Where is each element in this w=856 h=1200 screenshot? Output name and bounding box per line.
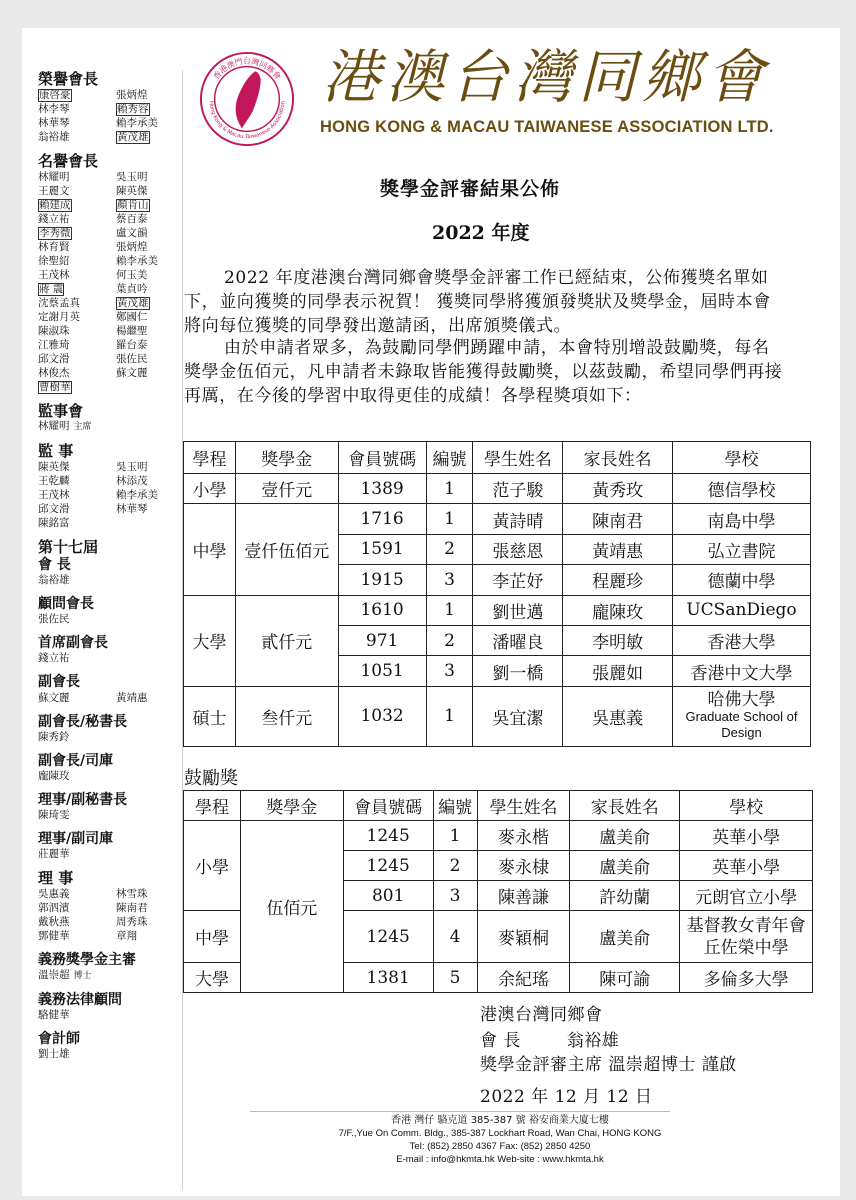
member-number-cell: 801 [343,881,433,911]
member-name: 莊麗華 [38,848,70,860]
member-name: 葉貞吟 [116,283,148,295]
sidebar-name-cell [38,901,116,915]
sidebar-section-advisor [38,595,176,626]
column-header: 學生姓名 [477,791,570,821]
sidebar-section-title: 榮譽會長 [38,70,99,88]
member-name: 章翔 [116,930,137,942]
member-name: 周秀珠 [116,916,148,928]
association-logo-icon [198,50,296,148]
sidebar-name-grid [38,691,176,705]
parent-name-cell: 張麗如 [563,656,673,686]
sidebar-name-cell [38,130,116,144]
amount-cell: 壹仟元 [235,474,338,504]
parent-name-cell: 李明敏 [563,625,673,655]
sidebar-name-cell [116,502,178,516]
column-header: 獎學金 [240,791,343,821]
member-name: 賴李承美 [116,255,158,267]
member-name: 林雪珠 [116,888,148,900]
sidebar-name-cell [38,296,116,310]
member-name: 林華琴 [38,117,70,129]
table-row [184,504,811,534]
sidebar-name-cell [116,212,178,226]
member-name: 張炳煌 [116,241,148,253]
sidebar-name-cell [38,691,116,705]
school-cell: 英華小學 [680,821,813,851]
sidebar-name-cell [116,198,178,212]
column-header: 會員號碼 [343,791,433,821]
student-name-cell: 麥永楷 [477,821,570,851]
member-name: 陳英傑 [38,461,70,473]
sidebar-section-title: 副會長/司庫 [38,753,114,769]
sidebar-name-grid [38,170,176,394]
signature-chair: 獎學金評審主席 溫崇超博士 謹啟 [480,1055,737,1075]
sidebar-name-cell [116,240,178,254]
member-name: 王茂林 [38,489,70,501]
member-name: 羅台泰 [116,339,148,351]
scholarship-chair-line [38,969,176,983]
rank-cell: 2 [426,534,473,564]
sidebar-name-cell [116,338,178,352]
parent-name-cell: 陳可諭 [570,963,680,993]
member-role: 博士 [73,971,92,981]
rank-cell: 4 [433,911,477,963]
member-name: 賴李承美 [116,117,158,129]
school-name-en: Graduate School of Design [685,709,798,741]
member-number-cell: 1381 [343,963,433,993]
sidebar-name-cell [38,102,116,116]
sidebar-name-cell [38,240,116,254]
sidebar-section-accountant [38,1030,176,1061]
student-name-cell: 劉世邁 [473,595,563,625]
rank-cell: 1 [426,686,473,746]
sidebar-name-cell [38,929,116,943]
sidebar-name-grid [38,887,176,943]
member-name: 江雅琦 [38,339,70,351]
sidebar-name-cell [38,88,116,102]
member-name: 吳玉明 [116,461,148,473]
member-name: 陳英傑 [116,185,148,197]
sidebar-section-title: 會計師 [38,1031,80,1047]
sidebar-section-supervisor_chief [38,402,176,434]
member-name: 黃茂雄 [117,297,149,309]
sidebar-name-cell [38,516,116,530]
member-role: 主席 [73,422,92,432]
member-number-cell: 1389 [338,474,426,504]
member-name: 曹樹華 [39,381,71,393]
table-row [184,821,813,851]
parent-name-cell: 盧美俞 [570,911,680,963]
signature-president-role: 會 長 [480,1031,521,1051]
column-header: 學校 [673,442,811,474]
column-header: 會員號碼 [338,442,426,474]
school-cell: 元朗官立小學 [680,881,813,911]
sidebar-name-grid [38,460,176,530]
member-name: 鄭國仁 [116,311,148,323]
sidebar-name-cell [116,887,178,901]
document-year: 2022 年度 [432,222,530,244]
student-name-cell: 陳善謙 [477,881,570,911]
sidebar-name-cell [116,102,178,116]
member-name: 張炳煌 [116,89,148,101]
school-cell: 南島中學 [673,504,811,534]
amount-cell: 貳仟元 [235,595,338,686]
footer-phone: Tel: (852) 2850 4367 Fax: (852) 2850 4250 [409,1141,591,1152]
sidebar-name-cell [116,268,178,282]
parent-name-cell: 盧美俞 [570,851,680,881]
sidebar-name-cell [116,226,178,240]
paragraph-encouragement: 由於申請者眾多，為鼓勵同學們踴躍申請，本會特別增設鼓勵獎，每名獎學金伍佰元，凡申請者未錄取皆能獲得鼓勵獎，以茲鼓勵，希望同學們再接再厲，在今後的學習中取得更佳的成績！各學程獎項如下： [184,338,783,406]
level-cell: 中學 [184,911,241,963]
column-header: 家長姓名 [570,791,680,821]
sidebar-section-named_presidents [38,152,176,394]
member-name: 黃靖惠 [116,692,148,704]
parent-name-cell: 程麗珍 [563,565,673,595]
sidebar-name-cell [116,488,178,502]
rank-cell: 1 [433,821,477,851]
sidebar-name-cell [116,352,178,366]
member-name: 戴秋燕 [38,916,70,928]
member-name: 徐聖紹 [38,255,70,267]
member-name: 翁裕雄 [38,131,70,143]
column-header: 學程 [184,442,236,474]
sidebar-name-cell [116,691,178,705]
encouragement-award-title: 鼓勵獎 [184,768,238,789]
sidebar-name-cell [38,184,116,198]
member-name: 康啓豪 [39,89,71,101]
document-title: 獎學金評審結果公佈 [380,178,561,200]
sidebar-name-cell [116,460,178,474]
sidebar-section-vp_secretary [38,713,176,744]
level-cell: 小學 [184,821,241,911]
table-row [184,595,811,625]
table-header-row [184,442,811,474]
encouragement-award-table [183,790,813,993]
footer-divider [250,1111,670,1112]
sidebar-section-directors [38,869,176,943]
sidebar-name-cell [116,915,178,929]
member-name: 賴李承美 [116,489,158,501]
member-number-cell: 1591 [338,534,426,564]
member-name: 賴秀容 [117,103,149,115]
sidebar-name-cell [38,212,116,226]
sidebar-name-cell [116,310,178,324]
sidebar-name-cell [38,915,116,929]
sidebar-section-title: 第十七屆 [38,538,99,556]
sidebar-section-title: 義務法律顧問 [38,992,122,1008]
sidebar-section-vp_treasurer [38,752,176,783]
member-name: 沈蔡孟真 [38,297,80,309]
sidebar-name-cell [116,380,178,394]
amount-cell: 叁仟元 [235,686,338,746]
student-name-cell: 李芷妤 [473,565,563,595]
footer-address-en: 7/F.,Yue On Comm. Bldg., 385-387 Lockhart Road, Wan Chai, HONG KONG [338,1128,662,1139]
rank-cell: 3 [426,656,473,686]
member-name: 吳玉明 [116,171,148,183]
sidebar-name-cell [38,310,116,324]
scholarship-results-table [183,441,811,747]
table-row [184,474,811,504]
member-name: 陳南君 [116,902,148,914]
member-name: 林耀明 [38,420,70,432]
school-cell: 香港中文大學 [673,656,811,686]
member-number-cell: 1245 [343,821,433,851]
column-header: 編號 [433,791,477,821]
member-name: 王麗文 [38,185,70,197]
school-cell: 德蘭中學 [673,565,811,595]
sidebar-name-cell [116,474,178,488]
member-name: 郭泗濱 [38,902,70,914]
sidebar-section-term [38,538,176,587]
sidebar-name-cell [38,338,116,352]
member-name: 陳淑珠 [38,325,70,337]
sidebar-section-supervisors [38,442,176,530]
school-cell: 弘立書院 [673,534,811,564]
sidebar-name-cell [116,116,178,130]
sidebar-name-cell [38,474,116,488]
sidebar-section-title: 監事會 [38,402,84,420]
column-header: 獎學金 [235,442,338,474]
member-name: 錢立祐 [38,213,70,225]
school-cell: 基督教女青年會丘佐榮中學 [680,911,813,963]
sidebar-name-cell [38,352,116,366]
column-header: 家長姓名 [563,442,673,474]
member-number-cell: 971 [338,625,426,655]
rank-cell: 2 [426,625,473,655]
member-name: 王乾麟 [38,475,70,487]
sidebar-name-cell [38,502,116,516]
school-cell: 英華小學 [680,851,813,881]
amount-cell: 壹仟伍佰元 [235,504,338,595]
supervisor-chief-line [38,420,176,434]
member-name: 龐陳玫 [38,770,70,782]
sidebar-section-title: 名譽會長 [38,152,99,170]
student-name-cell: 張慈恩 [473,534,563,564]
parent-name-cell: 黃靖惠 [563,534,673,564]
sidebar-name-cell [116,929,178,943]
member-name: 顏肯山 [117,199,149,211]
sidebar-name-cell [38,324,116,338]
sidebar-section-title: 副會長/秘書長 [38,714,128,730]
member-name: 楊繼聖 [116,325,148,337]
footer-web: E-mail : info@hkmta.hk Web-site : www.hkmta.hk [396,1154,604,1165]
sidebar-name-cell [116,296,178,310]
rank-cell: 1 [426,474,473,504]
member-name: 張佐民 [38,613,70,625]
sidebar-name-cell [116,516,178,530]
sidebar-name-cell [116,282,178,296]
logo-text-en: Hong Kong & Macau Taiwanese Association [207,100,287,141]
sidebar-section-title: 理 事 [38,869,74,887]
student-name-cell: 麥永棣 [477,851,570,881]
parent-name-cell: 吳惠義 [563,686,673,746]
member-number-cell: 1610 [338,595,426,625]
parent-name-cell: 盧美俞 [570,821,680,851]
rank-cell: 1 [426,504,473,534]
sidebar-section-title: 理事/副秘書長 [38,792,128,808]
sidebar-committee-list [38,70,176,1069]
sidebar-name-cell [116,170,178,184]
sidebar-name-cell [38,268,116,282]
member-name: 林李琴 [38,103,70,115]
rank-cell: 2 [433,851,477,881]
member-name: 定謝月英 [38,311,80,323]
rank-cell: 3 [426,565,473,595]
student-name-cell: 麥穎桐 [477,911,570,963]
parent-name-cell: 黃秀玫 [563,474,673,504]
sidebar-name-cell [38,366,116,380]
member-name: 鄧健華 [38,930,70,942]
sidebar-name-cell [38,488,116,502]
footer-contact [180,1114,820,1166]
sidebar-section-legal_advisor [38,991,176,1022]
student-name-cell: 劉一橋 [473,656,563,686]
parent-name-cell: 龐陳玫 [563,595,673,625]
member-name: 吳惠義 [38,888,70,900]
parent-name-cell: 陳南君 [563,504,673,534]
member-name: 張佐民 [116,353,148,365]
student-name-cell: 潘曜良 [473,625,563,655]
sidebar-name-cell [38,198,116,212]
logo-text: 香港澳門台灣同鄉會 [211,56,283,82]
sidebar-name-cell [116,366,178,380]
sidebar-name-cell [38,460,116,474]
school-name: 哈佛大學 [707,690,776,711]
sidebar-name-cell [38,887,116,901]
member-number-cell: 1245 [343,851,433,881]
sidebar-section-chief_vp [38,634,176,665]
member-name: 盧文韻 [116,227,148,239]
member-name: 駱健華 [38,1009,70,1021]
footer-address-zh: 香港 灣仔 駱克道 385-387 號 裕安商業大廈七樓 [391,1115,609,1126]
signature-date: 2022 年 12 月 12 日 [480,1087,653,1107]
student-name-cell: 黃詩晴 [473,504,563,534]
signature-president-name: 翁裕雄 [566,1031,620,1051]
sidebar-section-vp [38,673,176,705]
association-name-zh: 港澳台灣同鄉會 [322,43,771,111]
member-name: 賴建成 [39,199,71,211]
sidebar-section-title: 副會長 [38,674,80,690]
sidebar-name-cell [38,170,116,184]
member-name: 王茂林 [38,269,70,281]
level-cell: 大學 [184,963,241,993]
member-name: 林耀明 [38,171,70,183]
sidebar-name-cell [116,130,178,144]
sidebar-section-title: 理事/副司庫 [38,831,114,847]
member-number-cell: 1245 [343,911,433,963]
column-header: 學生姓名 [473,442,563,474]
sidebar-name-cell [38,282,116,296]
member-name: 林添茂 [116,475,148,487]
signature-org: 港澳台灣同鄉會 [480,1005,603,1025]
term-role: 會 長 [38,557,71,573]
school-cell: 多倫多大學 [680,963,813,993]
sidebar-name-cell [116,184,178,198]
member-number-cell: 1716 [338,504,426,534]
sidebar-section-scholarship_chair [38,951,176,983]
member-name: 劉士雄 [38,1048,70,1060]
member-name: 翁裕雄 [38,574,70,586]
school-cell: UCSanDiego [673,595,811,625]
member-number-cell: 1915 [338,565,426,595]
member-name: 林俊杰 [38,367,70,379]
student-name-cell: 范子駿 [473,474,563,504]
rank-cell: 3 [433,881,477,911]
level-cell: 小學 [184,474,236,504]
member-name: 蘇文麗 [116,367,148,379]
paragraph-announcement: 2022 年度港澳台灣同鄉會獎學金評審工作已經結束，公佈獲獎名單如下，並向獲獎的同學表示祝賀！ 獲獎同學將獲頒發獎狀及獎學金，屆時本會將向每位獲獎的同學發出邀請函，出席頒獎儀式。 [184,268,771,336]
member-name: 陳琦雯 [38,809,70,821]
rank-cell: 5 [433,963,477,993]
sidebar-name-grid [38,88,176,144]
school-cell [673,686,811,746]
member-name: 林育賢 [38,241,70,253]
school-cell: 德信學校 [673,474,811,504]
member-name: 錢立祐 [38,652,70,664]
sidebar-section-honorary_presidents [38,70,176,144]
sidebar-section-title: 監 事 [38,442,74,460]
member-number-cell: 1032 [338,686,426,746]
school-cell: 香港大學 [673,625,811,655]
sidebar-name-cell [116,324,178,338]
association-name-en: HONG KONG & MACAU TAIWANESE ASSOCIATION LTD. [320,118,774,136]
sidebar-section-title: 義務獎學金主審 [38,952,136,968]
sidebar-section-deputy_treasurer [38,830,176,861]
column-header: 編號 [426,442,473,474]
sidebar-name-cell [116,901,178,915]
signature-president [480,1026,619,1051]
member-name: 陳秀鈴 [38,731,70,743]
table-header-row [184,791,813,821]
member-name: 蔡百泰 [116,213,148,225]
student-name-cell: 余紀瑤 [477,963,570,993]
sidebar-name-cell [116,254,178,268]
sidebar-name-cell [38,254,116,268]
rank-cell: 1 [426,595,473,625]
column-header: 學程 [184,791,241,821]
level-cell: 大學 [184,595,236,686]
member-name: 邱文滑 [38,353,70,365]
student-name-cell: 吳宜潔 [473,686,563,746]
level-cell: 中學 [184,504,236,595]
sidebar-name-cell [38,226,116,240]
sidebar-name-cell [38,380,116,394]
sidebar-section-title: 顧問會長 [38,596,94,612]
sidebar-section-title: 首席副會長 [38,635,108,651]
member-name: 陳銘富 [38,517,70,529]
column-header: 學校 [680,791,813,821]
level-cell: 碩士 [184,686,236,746]
member-name: 溫崇超 [38,969,70,981]
member-name: 蘇文麗 [38,692,70,704]
member-name: 黃茂雄 [117,131,149,143]
member-name: 何玉美 [116,269,148,281]
member-name: 林華琴 [116,503,148,515]
sidebar-name-cell [116,88,178,102]
sidebar-name-cell [38,116,116,130]
parent-name-cell: 許幼蘭 [570,881,680,911]
amount-cell: 伍佰元 [240,821,343,993]
member-number-cell: 1051 [338,656,426,686]
sidebar-section-deputy_secretary [38,791,176,822]
member-name: 李秀微 [39,227,71,239]
member-name: 邱文滑 [38,503,70,515]
member-name: 蔣 震 [39,283,64,295]
table-row [184,686,811,746]
